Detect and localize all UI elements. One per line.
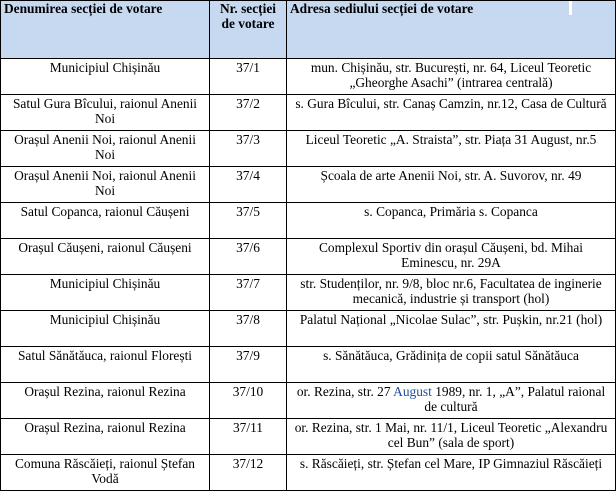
table-row	[1, 59, 616, 95]
table-row	[1, 275, 616, 311]
address-part: or. Rezina, str. 27	[296, 384, 394, 399]
station-name: Orașul Anenii Noi, raionul Anenii Noi	[1, 167, 210, 203]
station-number: 37/1	[210, 59, 287, 95]
station-number: 37/7	[210, 275, 287, 311]
station-number: 37/3	[210, 131, 287, 167]
header-address-text: Adresa sediului secției de votare	[290, 1, 474, 16]
station-number: 37/11	[210, 419, 287, 455]
table-header-row	[1, 1, 616, 59]
table-row	[1, 167, 616, 203]
station-name: Orașul Rezina, raionul Rezina	[1, 419, 210, 455]
table-row	[1, 419, 616, 455]
table-row	[1, 383, 616, 419]
table-row	[1, 203, 616, 239]
station-name: Orașul Anenii Noi, raionul Anenii Noi	[1, 131, 210, 167]
station-address	[287, 383, 616, 419]
station-name: Municipiul Chișinău	[1, 275, 210, 311]
table-row	[1, 131, 616, 167]
header-station-address	[287, 1, 616, 59]
station-number: 37/10	[210, 383, 287, 419]
table-row	[1, 455, 616, 491]
station-address: s. Răscăieți, str. Ștefan cel Mare, IP Gimnaziul Răscăieți	[287, 455, 616, 491]
header-station-name: Denumirea secției de votare	[1, 1, 210, 59]
station-number: 37/4	[210, 167, 287, 203]
station-address: mun. Chișinău, str. București, nr. 64, Liceul Teoretic „Gheorghe Asachi” (intrarea centrală)	[287, 59, 616, 95]
station-name: Orașul Rezina, raionul Rezina	[1, 383, 210, 419]
station-name: Municipiul Chișinău	[1, 311, 210, 347]
station-name: Comuna Răscăieți, raionul Ștefan Vodă	[1, 455, 210, 491]
table-row	[1, 239, 616, 275]
header-station-number: Nr. secției de votare	[210, 1, 287, 59]
station-address: or. Rezina, str. 1 Mai, nr. 11/1, Liceul Teoretic „Alexandru cel Bun” (sala de sport)	[287, 419, 616, 455]
station-name: Orașul Căușeni, raionul Căușeni	[1, 239, 210, 275]
station-address: Palatul Național „Nicolae Sulac”, str. Pușkin, nr.21 (hol)	[287, 311, 616, 347]
station-address: s. Copanca, Primăria s. Copanca	[287, 203, 616, 239]
station-name: Satul Sănătăuca, raionul Florești	[1, 347, 210, 383]
station-number: 37/6	[210, 239, 287, 275]
station-address: str. Studenților, nr. 9/8, bloc nr.6, Facultatea de inginerie mecanică, industrie și transport (hol)	[287, 275, 616, 311]
station-name: Satul Gura Bîcului, raionul Anenii Noi	[1, 95, 210, 131]
station-address: Liceul Teoretic „A. Straista”, str. Piața 31 August, nr.5	[287, 131, 616, 167]
station-address: s. Gura Bîcului, str. Canaș Camzin, nr.12, Casa de Cultură	[287, 95, 616, 131]
station-address: Complexul Sportiv din orașul Căușeni, bd. Mihai Eminescu, nr. 29A	[287, 239, 616, 275]
station-name: Satul Copanca, raionul Căușeni	[1, 203, 210, 239]
address-part-highlighted: August	[393, 384, 432, 399]
address-part: 1989, nr. 1, „A”, Palatul raional de cultură	[424, 384, 606, 414]
table-row	[1, 311, 616, 347]
station-number: 37/8	[210, 311, 287, 347]
station-number: 37/9	[210, 347, 287, 383]
station-name: Municipiul Chișinău	[1, 59, 210, 95]
station-address: s. Sănătăuca, Grădinița de copii satul Sănătăuca	[287, 347, 616, 383]
station-number: 37/5	[210, 203, 287, 239]
station-address: Școala de arte Anenii Noi, str. A. Suvorov, nr. 49	[287, 167, 616, 203]
table-row	[1, 95, 616, 131]
station-number: 37/12	[210, 455, 287, 491]
text-cursor	[569, 1, 572, 15]
table-row	[1, 347, 616, 383]
station-number: 37/2	[210, 95, 287, 131]
